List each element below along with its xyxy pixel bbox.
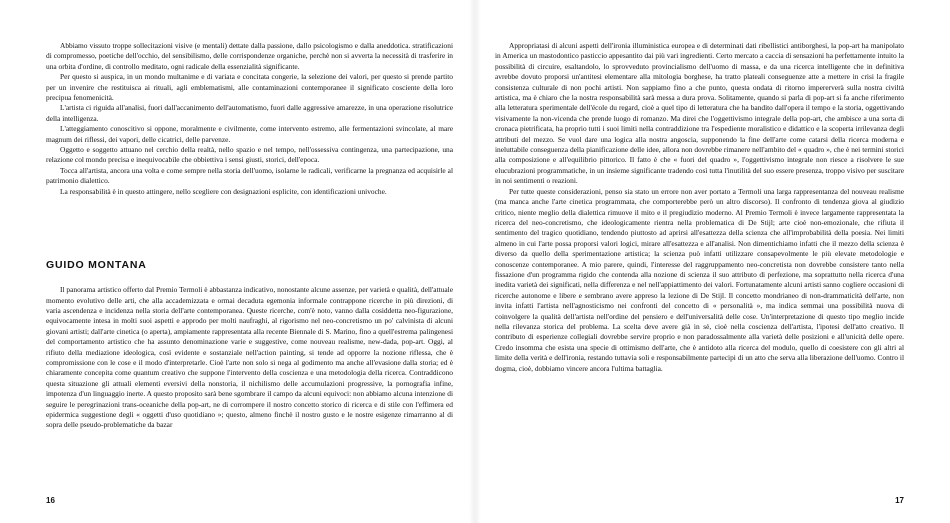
- author-heading: GUIDO MONTANA: [46, 259, 147, 272]
- right-page: [475, 0, 950, 523]
- intro-paragraph-1: Abbiamo vissuto troppe sollecitazioni visive (e mentali) dettate dalla passione, dallo psicologismo e dalla aneddotica. stratificazioni di compromesso, poetiche dell'occhio, del sensibilismo, delle corrispondenze organiche, perchè non si avverta la necessità di trasferire in una orbita d'ordine, di controllo meditato, ogni radicale della essenzialità significante.: [46, 41, 453, 71]
- intro-paragraph-6: Tocca all'artista, ancora una volta e come sempre nella storia dell'uomo, isolarne le radicali, verificarne la pregnanza ed acquisirle al patrimonio dialettico.: [46, 165, 453, 186]
- intro-paragraph-4: L'atteggiamento conoscitivo si oppone, moralmente e civilmente, come intervento estremo, alle fermentazioni svincolate, al mare magnum dei riflessi, dei vapori, delle cicatrici, delle parvenze.: [46, 124, 453, 144]
- intro-paragraph-3: L'artista ci riguida all'analisi, fuori dall'accanimento dell'automatismo, fuori dalle aggressive amarezze, in una operazione risolutrice della intelligenza.: [46, 103, 453, 123]
- page-number-left: 16: [46, 496, 55, 505]
- right-paragraph-2: Per tutte queste considerazioni, penso sia stato un errore non aver portato a Termoli una larga rappresentanza del nouveau realisme (ma manca anche l'arte cinetica programmata, che comporterebbe però un altro discorso). Il confronto di tendenza giova al giudizio critico, niente meglio della dialettica rimuove il mito e il pregiudizio moderno. Al Premio Termoli è invece largamente rappresentata la ricerca del neo-concretismo, che ideologicamente rientra nella problematica di De Stijl; arte cioè non-emozionale, che rifiuta il sentimento del tragico quotidiano, tendendo piuttosto ad aprirsi all'esattezza della scienza che all'improbabilità della poesia. Nei limiti almeno in cui l'arte possa proporsi valori logici, mirare all'esattezza e all'analisi. Non dimentichiamo infatti che il mezzo della scienza è diverso da quello della sperimentazione artistica; la scienza può infatti utilizzare consapevolmente le più elevate metodologie e conoscenze contemporanee. A mio parere, quindi, l'interesse del raggruppamento neo-concretista non dovrebbe consistere tanto nella fissazione d'un programma rigido che contenda alla nozione di scienza il suo attributo di perfezione, ma soprattutto nella ricerca d'una inedita varietà dei significati, nella differenza e nel nell'appiattimento dei valori. Fortunatamente alcuni artisti sanno cogliere occasioni di ricerche autonome e libere e sembrano avere appreso la lezione di De Stijl. Il concetto mondrianeo di non-drammaticità dell'arte, non invita infatti l'artista nell'agnosticismo nei confronti del concetto di « personalità », ma indica semmai una possibilità nuova di coinvolgere la qualità dell'artista nell'ordine del pensiero e dell'universalità delle cose. Un'interpretazione di questo tipo meglio incide nella rilevanza storica del problema. La scelta deve avere già in sè, cioè nella coscienza dell'artista, l'ipotesi dell'atto creativo. Il contributo di esperienze collegiali dovrebbe servire proprio e non paradossalmente alla varietà delle posizioni e all'unicità delle opere. Credo insomma che esista una specie di ottimismo dell'arte, che è antidoto alla ricerca del modulo, quello di coesistere con gli altri al limite della verità e dell'ironia, restando tuttavia soli e responsabilmente partecipi di un atto che serva alla liberazione dell'uomo. Contro il dogma, cioè, dobbiamo vincere ancora l'ultima battaglia.: [495, 186, 904, 373]
- intro-paragraph-2: Per questo si auspica, in un mondo multanime e di variata e concitata congerie, la selezione dei valori, per questo si prende partito per un invenire che restituisca ai rituali, agli emblematismi, alle contaminazioni contemporanee il significato cosciente della loro precipua fenomenicità.: [46, 72, 453, 103]
- intro-paragraph-5: Oggetto e soggetto attuano nel cerchio della realtà, nello spazio e nel tempo, nell'ossessiva contingenza, una partecipazione, una relazione col mondo precisa e inequivocabile che obbiettiva i sensi giusti, storici, dell'epoca.: [46, 145, 453, 165]
- section-spacer: [46, 197, 453, 259]
- section-paragraph: Il panorama artistico offerto dal Premio Termoli è abbastanza indicativo, nonostante alcune assenze, per varietà e qualità, dell'attuale momento evolutivo delle arti, che alla accademizzata e ormai decaduta egemonia informale contrappone ricerche in più direzioni, di varia ascendenza e incidenza nella storia dell'arte contemporanea. Queste ricerche, com'è noto, vanno dalla cosiddetta neo-figurazione, equivocamente intesa in molti suoi aspetti e approdo per molti naufraghi, al rigorismo nel neo-concretismo un po' calvinista di alcuni giovani artisti; dall'arte cinetica (o aperta), ampiamente rappresentata alla recente Biennale di S. Marino, fino a quell'estrema palingenesi del comportamento artistico che ha assunto denominazione varie e suggestive, come nouveau realisme, new-dada, pop-art. Oggi, al rifiuto della mediazione ideologica, così evidente e sostanziale nell'action painting, si tende ad opporre la nozione riflessa, che è compromissione con le cose e il modo d'interpretarle. Cioè l'arte non solo si nega al godimento ma anche all'evasione dalla storia; ed è chiaramente concepita come quantum creativo che suppone l'intervento della coscienza e una metodologia della ricerca. Contraddicono questa situazione gli attuali elementi eversivi della nonstoria, il nichilismo delle accumulazioni progressive, la pornografia infine, impotenza d'un linguaggio inerte. A questo proposito sarà bene sgombrare il campo da alcuni equivoci: non abbiamo alcuna intenzione di seguire le peregrinazioni trans-oceaniche della pop-art, ne di corrompere il nostro concetto storico di ricerca e di stile con l'effimera ed epidermica suggestione degli « oggetti d'uso quotidiano »; questo, almeno finchè il nostro gusto e le nostre esigenze rimarranno al di sopra delle pseudo-problematiche da bazar: [46, 285, 453, 430]
- page-number-right: 17: [895, 496, 904, 505]
- right-paragraph-1: Appropriatasi di alcuni aspetti dell'ironia illuministica europea e di determinati dati ribellistici antiborghesi, la pop-art ha manipolato in America un mastodontico pasticcio appesantito dai più vari ingredienti. Certo mercato a caccia di sensazioni ha perfettamente intuito la possibilità di circuire, esaltandolo, lo sprovveduto provincialismo dell'uomo di massa, e da una ricerca intelligente che in definitiva avrebbe dovuto proporsi un'antitesi elementare alla mitologia borghese, ha tratto plateali conseguenze atte a mettere in crisi la fragile consistenza culturale di non pochi artisti. Non sappiamo fino a che punto, questa ondata di ritorno impererverà sulla nostra civiltà artistica, ma è chiaro che la nostra responsabilità sarà messa a dura prova. Solitamente, quando si parla di pop-art si fa anche riferimento alla letteratura sperimentale dell'école du regard, cioè a quel tipo di letteratura che ha bandito dall'opera il tempo e la storia, oggettivando visivamente la non-vicenda che prende luogo di romanzo. Ma direi che l'oggettivismo integrale della pop-art, che ambisce a una sorta di cronaca pietrificata, ha proprio tutti i suoi limiti nella contraddizione tra l'espediente moralistico e didattico e la scoperta irrilevanza degli attributi del mezzo. Se vuol dare una logica alla nostra angoscia, supponendo la fine dell'arte come catarsi della ricerca moderna e ineluttabile conseguenza della pianificazione delle idee, allora non dovrebbe rimanere nell'ambito del « quadro », che è nei termini storici alla composizione e all'equilibrio pittorico. Il fatto è che « fuori del quadro », l'oggettivismo integrale non riesce a risolvere le sue elucubrazioni programmatiche, in un insieme significante tradendo così tutta l'inutilità del suo essere presenza, troppo visivo per suscitare in noi sentimenti o reazioni.: [495, 41, 904, 186]
- intro-paragraph-7: La responsabilità è in questo attingere, nello scegliere con designazioni esplicite, con identificazioni univoche.: [60, 186, 387, 196]
